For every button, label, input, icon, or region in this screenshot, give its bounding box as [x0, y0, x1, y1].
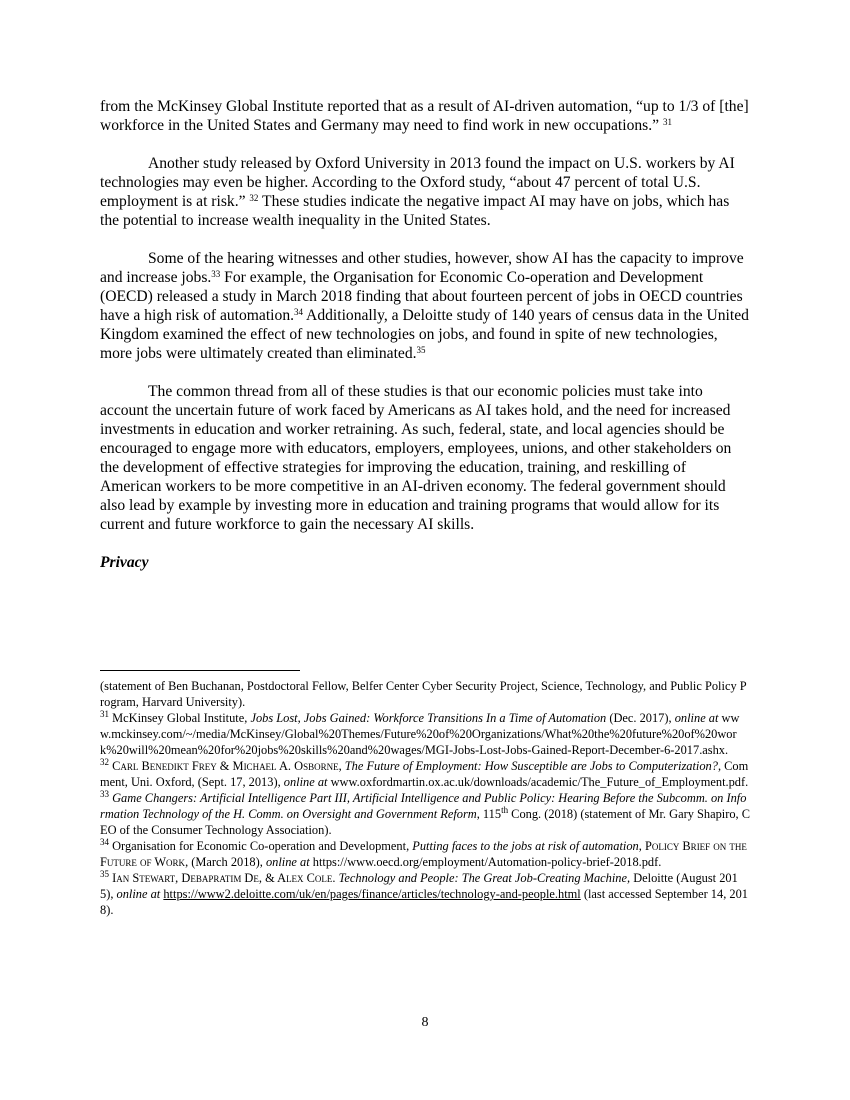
footnote-33-number: 33 — [100, 789, 109, 799]
footnote-32-online-at: online at — [283, 775, 328, 789]
footnote-32-title: The Future of Employment: How Susceptible are Jobs to Computerization? — [344, 759, 718, 773]
footnote-35-online-at: online at — [116, 887, 161, 901]
footnote-34-online-at: online at — [265, 855, 310, 869]
paragraph-3 — [100, 249, 750, 363]
paragraph-3-text-b: For example, the Organisation for Economic Co-operation and Development (OECD) released a study in March 2018 finding that about fourteen percent of jobs in OECD countries have a high risk of automation. — [100, 269, 743, 324]
paragraph-3-text-a: Some of the hearing witnesses and other studies, however, show AI has the capacity to improve and increase jobs. — [100, 250, 744, 286]
footnote-ref-33[interactable]: 33 — [211, 269, 221, 279]
page-body — [100, 97, 750, 572]
footnote-34-title: Putting faces to the jobs at risk of automation — [412, 839, 639, 853]
footnote-32-url[interactable]: www.oxfordmartin.ox.ac.uk/downloads/academic/The_Future_of_Employment.pdf. — [330, 775, 749, 789]
footnote-35-text-b: Deloitte (August 2015), — [100, 871, 738, 901]
footnote-31-number: 31 — [100, 709, 109, 719]
footnote-33 — [100, 790, 750, 838]
footnote-31 — [100, 710, 750, 758]
footnote-34-text-a: Organisation for Economic Co-operation and Development, — [109, 839, 413, 853]
paragraph-1 — [100, 97, 750, 135]
footnote-34 — [100, 838, 750, 870]
footnote-34-text-b: , — [638, 839, 645, 853]
footnote-32-text-b: , Comment, Uni. Oxford, (Sept. 17, 2013), — [100, 759, 749, 789]
footnote-continued: (statement of Ben Buchanan, Postdoctoral Fellow, Belfer Center Cyber Security Project, Science, Technology, and Public Policy Program, Harvard University). — [100, 679, 747, 709]
section-heading-privacy: Privacy — [100, 554, 149, 571]
footnote-34-url[interactable]: https://www.oecd.org/employment/Automation-policy-brief-2018.pdf. — [309, 855, 662, 869]
footnotes — [100, 678, 750, 918]
footnote-35 — [100, 870, 750, 918]
footnote-ref-32[interactable]: 32 — [249, 193, 259, 203]
footnote-33-text-b: , 115 — [476, 807, 502, 821]
footnote-33-text-c: Cong. (2018) (statement of Mr. Gary Shapiro, CEO of the Consumer Technology Association). — [100, 807, 751, 837]
paragraph-2-text-b: These studies indicate the negative impact AI may have on jobs, which has the potential to increase wealth inequality in the United States. — [100, 193, 730, 229]
paragraph-2-text-a: Another study released by Oxford University in 2013 found the impact on U.S. workers by AI technologies may even be higher. According to the Oxford study, “about 47 percent of total U.S. employment is at risk.” — [100, 155, 735, 210]
footnote-32-sep: , — [338, 759, 345, 773]
footnote-ref-31[interactable]: 31 — [662, 117, 672, 127]
footnote-33-title: Game Changers: Artificial Intelligence Part III, Artificial Intelligence and Public Policy: Hearing Before the Subcomm. on Information Technology of the H. Comm. on Oversight and Government Reform — [100, 791, 747, 821]
footnote-35-title: Technology and People: The Great Job-Creating Machine, — [338, 871, 631, 885]
footnote-32-authors: Carl Benedikt Frey & Michael A. Osborne — [112, 759, 339, 773]
paragraph-3-text-c: Additionally, a Deloitte study of 140 years of census data in the United Kingdom examined the effect of new technologies on jobs, and found in spite of new technologies, more jobs were ultimately created than eliminated. — [100, 307, 749, 362]
footnote-separator — [100, 670, 300, 671]
footnote-31-text-b: (Dec. 2017), — [606, 711, 675, 725]
footnote-ref-34[interactable]: 34 — [294, 307, 304, 317]
paragraph-4: The common thread from all of these studies is that our economic policies must take into account the uncertain future of work faced by Americans as AI takes hold, and the need for increased investments in education and worker retraining. As such, federal, state, and local agencies should be encouraged to engage more with educators, employers, employees, unions, and other stakeholders on the development of effective strategies for improving the education, training, and reskilling of American workers to be more competitive in an AI-driven economy. The federal government should also lead by example by investing more in education and training programs that would allow for its current and future workforce to gain the necessary AI skills. — [100, 383, 732, 533]
footnote-34-series: Policy Brief on the Future of Work — [100, 839, 747, 869]
footnote-32 — [100, 758, 750, 790]
footnote-35-number: 35 — [100, 869, 109, 879]
footnote-35-text-c: (last accessed September 14, 2018). — [100, 887, 748, 917]
footnote-35-authors: Ian Stewart, Debapratim De, & Alex Cole — [112, 871, 333, 885]
footnote-32-number: 32 — [100, 757, 109, 767]
page-number: 8 — [421, 1015, 429, 1030]
footnote-34-number: 34 — [100, 837, 109, 847]
footnote-31-text-a: McKinsey Global Institute, — [109, 711, 251, 725]
paragraph-2 — [100, 154, 750, 230]
paragraph-1-text: from the McKinsey Global Institute reported that as a result of AI-driven automation, “up to 1/3 of [the] workforce in the United States and Germany may need to find work in new occupations.” — [100, 98, 749, 134]
footnote-35-sep: . — [332, 871, 339, 885]
footnote-33-ordinal: th — [501, 805, 509, 815]
footnote-31-online-at: online at — [674, 711, 719, 725]
footnote-34-text-c: , (March 2018), — [185, 855, 266, 869]
footnote-35-url-link[interactable]: https://www2.deloitte.com/uk/en/pages/finance/articles/technology-and-people.html — [163, 887, 581, 901]
footnote-ref-35[interactable]: 35 — [416, 345, 426, 355]
footnote-31-url[interactable]: www.mckinsey.com/~/media/McKinsey/Global%20Themes/Future%20of%20Organizations/What%20the%20future%20of%20work%20will%20mean%20for%20jobs%20skills%20and%20wages/MGI-Jobs-Lost-Jobs-Gained-Report-December-6-2017.ashx. — [100, 711, 740, 757]
footnote-31-title: Jobs Lost, Jobs Gained: Workforce Transitions In a Time of Automation — [250, 711, 607, 725]
